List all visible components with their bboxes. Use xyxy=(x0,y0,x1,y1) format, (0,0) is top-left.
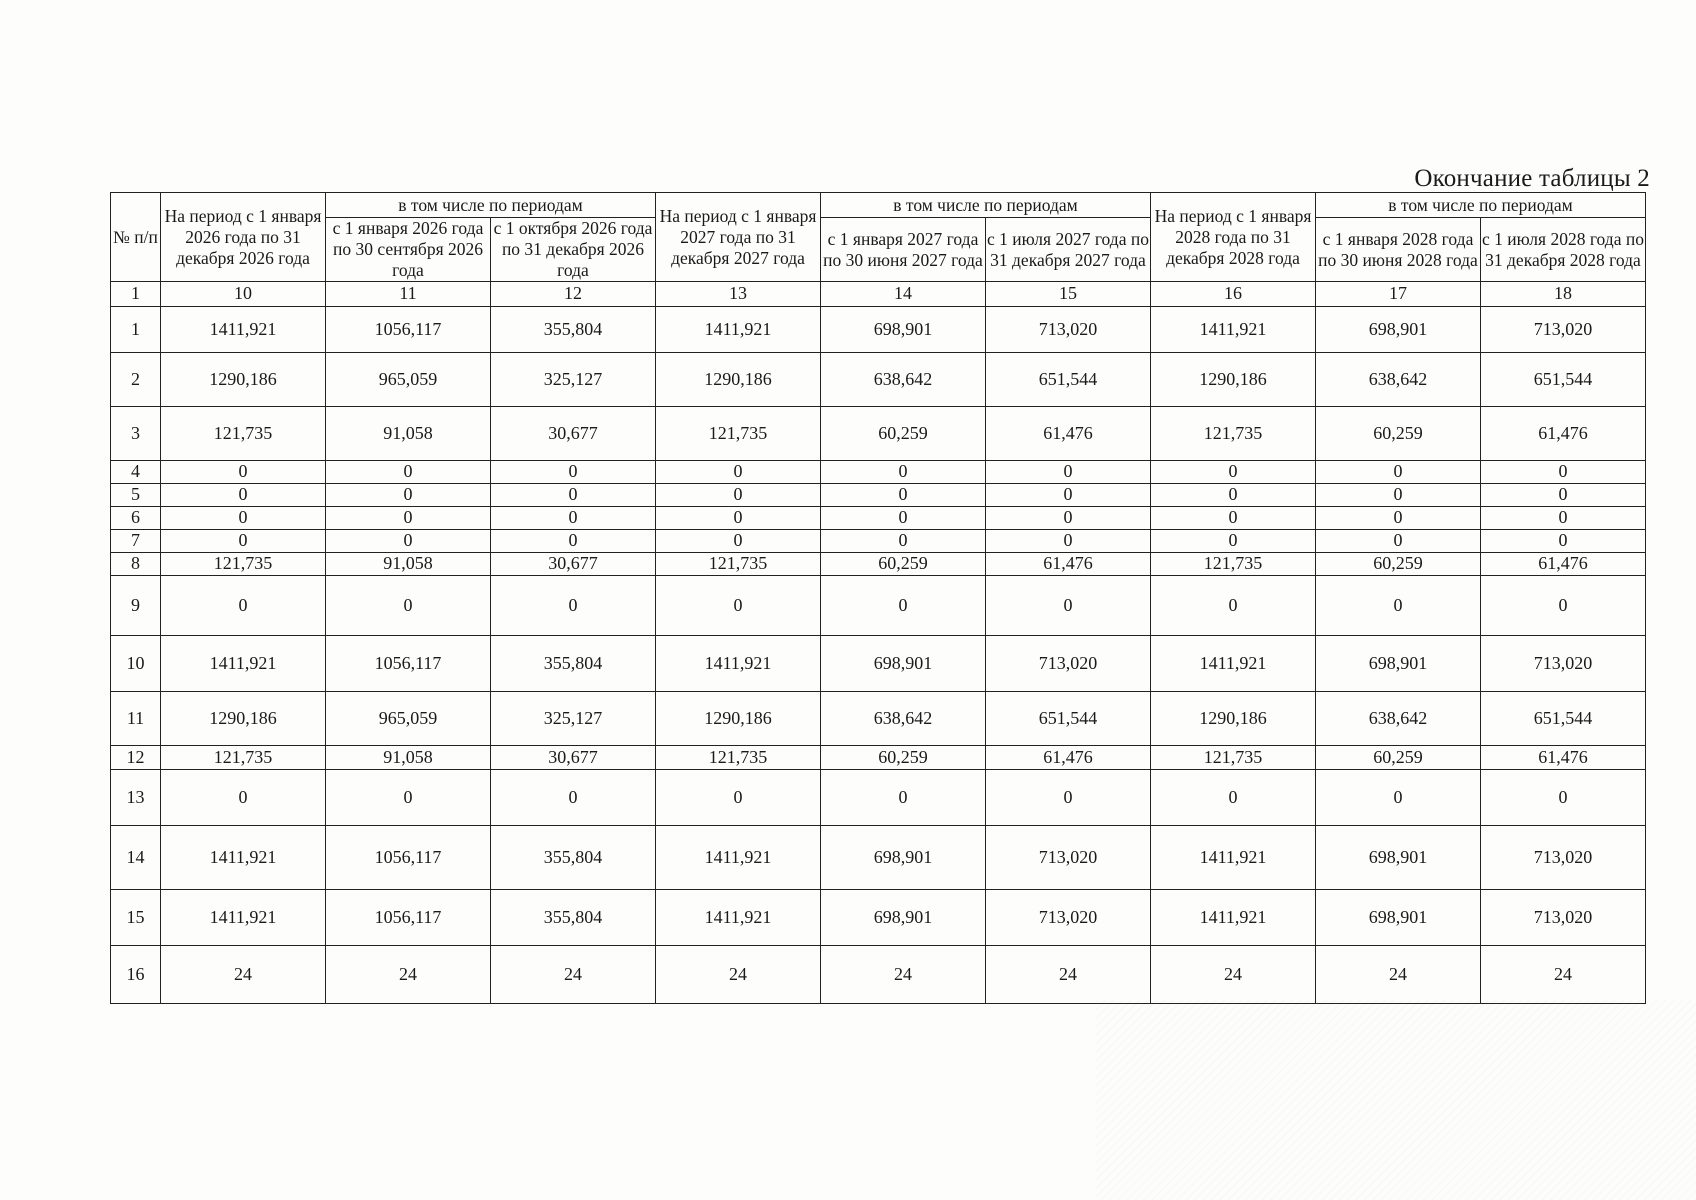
table-body xyxy=(111,307,1646,1004)
header-col17: с 1 января 2028 года по 30 июня 2028 года xyxy=(1316,218,1481,282)
table-cell: 121,735 xyxy=(656,746,821,770)
table-cell: 24 xyxy=(1151,946,1316,1004)
header-col11: с 1 января 2026 года по 30 сентября 2026 года xyxy=(326,218,491,282)
row-number: 3 xyxy=(111,407,161,461)
table-cell: 1411,921 xyxy=(656,826,821,890)
table-cell: 713,020 xyxy=(986,826,1151,890)
row-number: 10 xyxy=(111,636,161,692)
header-col13: На период с 1 января 2027 года по 31 декабря 2027 года xyxy=(656,193,821,282)
table-cell: 30,677 xyxy=(491,746,656,770)
table-cell: 0 xyxy=(161,484,326,507)
table-cell: 638,642 xyxy=(821,353,986,407)
table-row xyxy=(111,636,1646,692)
row-number: 6 xyxy=(111,507,161,530)
table-cell: 0 xyxy=(1481,484,1646,507)
header-col16: На период с 1 января 2028 года по 31 декабря 2028 года xyxy=(1151,193,1316,282)
table-cell: 61,476 xyxy=(1481,407,1646,461)
table-row xyxy=(111,484,1646,507)
table-cell: 121,735 xyxy=(161,746,326,770)
table-cell: 0 xyxy=(821,461,986,484)
data-table xyxy=(110,192,1646,1004)
table-cell: 61,476 xyxy=(986,407,1151,461)
table-cell: 0 xyxy=(326,507,491,530)
table-cell: 0 xyxy=(656,576,821,636)
table-cell: 0 xyxy=(161,770,326,826)
table-cell: 0 xyxy=(326,461,491,484)
table-cell: 965,059 xyxy=(326,353,491,407)
table-cell: 61,476 xyxy=(986,553,1151,576)
table-cell: 1290,186 xyxy=(656,353,821,407)
table-cell: 698,901 xyxy=(1316,826,1481,890)
header-num: № п/п xyxy=(111,193,161,282)
column-number: 14 xyxy=(821,282,986,307)
table-cell: 24 xyxy=(326,946,491,1004)
table-cell: 0 xyxy=(1316,507,1481,530)
table-cell: 698,901 xyxy=(821,636,986,692)
table-cell: 1290,186 xyxy=(656,692,821,746)
row-number: 9 xyxy=(111,576,161,636)
table-row xyxy=(111,946,1646,1004)
table-cell: 0 xyxy=(1151,507,1316,530)
table-cell: 1056,117 xyxy=(326,826,491,890)
row-number: 8 xyxy=(111,553,161,576)
table-cell: 1411,921 xyxy=(161,307,326,353)
table-cell: 325,127 xyxy=(491,692,656,746)
table-cell: 0 xyxy=(656,770,821,826)
table-cell: 24 xyxy=(656,946,821,1004)
column-number: 1 xyxy=(111,282,161,307)
table-cell: 355,804 xyxy=(491,636,656,692)
table-cell: 60,259 xyxy=(1316,407,1481,461)
table-cell: 1411,921 xyxy=(161,826,326,890)
table-cell: 24 xyxy=(1481,946,1646,1004)
table-row xyxy=(111,353,1646,407)
header-group-2028: в том числе по периодам xyxy=(1316,193,1646,218)
table-cell: 0 xyxy=(1151,576,1316,636)
row-number: 11 xyxy=(111,692,161,746)
row-number: 12 xyxy=(111,746,161,770)
table-row xyxy=(111,770,1646,826)
table-cell: 698,901 xyxy=(821,890,986,946)
column-number: 15 xyxy=(986,282,1151,307)
table-cell: 0 xyxy=(986,461,1151,484)
table-cell: 24 xyxy=(1316,946,1481,1004)
table-cell: 965,059 xyxy=(326,692,491,746)
table-cell: 713,020 xyxy=(986,890,1151,946)
table-cell: 60,259 xyxy=(821,746,986,770)
table-cell: 1411,921 xyxy=(1151,307,1316,353)
table-cell: 61,476 xyxy=(1481,746,1646,770)
table-cell: 0 xyxy=(986,484,1151,507)
table-row xyxy=(111,407,1646,461)
header-group-2027: в том числе по периодам xyxy=(821,193,1151,218)
table-cell: 0 xyxy=(161,507,326,530)
table-cell: 1411,921 xyxy=(161,890,326,946)
table-cell: 325,127 xyxy=(491,353,656,407)
table-cell: 651,544 xyxy=(986,692,1151,746)
table-cell: 355,804 xyxy=(491,890,656,946)
table-cell: 0 xyxy=(821,507,986,530)
table-row xyxy=(111,307,1646,353)
table-cell: 1056,117 xyxy=(326,636,491,692)
table-cell: 698,901 xyxy=(821,307,986,353)
table-cell: 121,735 xyxy=(656,553,821,576)
table-cell: 1056,117 xyxy=(326,890,491,946)
table-cell: 0 xyxy=(1481,576,1646,636)
table-cell: 0 xyxy=(1151,530,1316,553)
table-cell: 0 xyxy=(986,576,1151,636)
table-cell: 0 xyxy=(326,530,491,553)
table-cell: 713,020 xyxy=(1481,826,1646,890)
table-cell: 698,901 xyxy=(821,826,986,890)
table-row xyxy=(111,553,1646,576)
table-cell: 61,476 xyxy=(986,746,1151,770)
table-cell: 0 xyxy=(1316,484,1481,507)
table-row xyxy=(111,576,1646,636)
table-cell: 0 xyxy=(491,507,656,530)
header-col18: с 1 июля 2028 года по 31 декабря 2028 года xyxy=(1481,218,1646,282)
table-cell: 0 xyxy=(656,507,821,530)
table-row xyxy=(111,826,1646,890)
table-cell: 24 xyxy=(491,946,656,1004)
table-cell: 0 xyxy=(491,484,656,507)
table-cell: 0 xyxy=(1481,461,1646,484)
table-row xyxy=(111,746,1646,770)
table-cell: 1411,921 xyxy=(656,890,821,946)
table-cell: 355,804 xyxy=(491,826,656,890)
row-number: 14 xyxy=(111,826,161,890)
table-cell: 0 xyxy=(161,461,326,484)
table-cell: 1290,186 xyxy=(1151,353,1316,407)
table-cell: 121,735 xyxy=(1151,746,1316,770)
table-cell: 1411,921 xyxy=(656,636,821,692)
table-cell: 0 xyxy=(656,484,821,507)
table-cell: 1290,186 xyxy=(161,353,326,407)
row-number: 5 xyxy=(111,484,161,507)
table-cell: 0 xyxy=(1316,770,1481,826)
table-cell: 91,058 xyxy=(326,407,491,461)
column-number: 18 xyxy=(1481,282,1646,307)
table-cell: 638,642 xyxy=(821,692,986,746)
table-cell: 24 xyxy=(821,946,986,1004)
table-cell: 0 xyxy=(1316,530,1481,553)
header-group-2026: в том числе по периодам xyxy=(326,193,656,218)
table-cell: 121,735 xyxy=(161,553,326,576)
header-col10: На период с 1 января 2026 года по 31 декабря 2026 года xyxy=(161,193,326,282)
table-cell: 713,020 xyxy=(1481,307,1646,353)
row-number: 16 xyxy=(111,946,161,1004)
table-cell: 0 xyxy=(1316,461,1481,484)
table-cell: 713,020 xyxy=(1481,636,1646,692)
row-number: 2 xyxy=(111,353,161,407)
table-cell: 1411,921 xyxy=(1151,636,1316,692)
column-number-row xyxy=(111,282,1646,307)
table-title: Окончание таблицы 2 xyxy=(1414,165,1650,192)
row-number: 1 xyxy=(111,307,161,353)
table-row xyxy=(111,530,1646,553)
row-number: 7 xyxy=(111,530,161,553)
table-cell: 30,677 xyxy=(491,407,656,461)
table-cell: 0 xyxy=(1481,507,1646,530)
table-row xyxy=(111,692,1646,746)
table-cell: 698,901 xyxy=(1316,307,1481,353)
table-cell: 60,259 xyxy=(1316,746,1481,770)
table-cell: 60,259 xyxy=(1316,553,1481,576)
table-cell: 0 xyxy=(161,530,326,553)
table-cell: 121,735 xyxy=(161,407,326,461)
column-number: 10 xyxy=(161,282,326,307)
table-cell: 1411,921 xyxy=(161,636,326,692)
table-cell: 713,020 xyxy=(986,307,1151,353)
table-cell: 651,544 xyxy=(1481,353,1646,407)
row-number: 15 xyxy=(111,890,161,946)
table-row xyxy=(111,890,1646,946)
column-number: 13 xyxy=(656,282,821,307)
column-number: 11 xyxy=(326,282,491,307)
table-cell: 0 xyxy=(491,530,656,553)
table-cell: 1056,117 xyxy=(326,307,491,353)
table-cell: 0 xyxy=(326,576,491,636)
table-cell: 1411,921 xyxy=(1151,826,1316,890)
header-col12: с 1 октября 2026 года по 31 декабря 2026 года xyxy=(491,218,656,282)
table-cell: 0 xyxy=(1151,484,1316,507)
table-cell: 0 xyxy=(491,770,656,826)
table-cell: 1290,186 xyxy=(161,692,326,746)
table-cell: 0 xyxy=(1316,576,1481,636)
table-cell: 0 xyxy=(821,576,986,636)
table-cell: 60,259 xyxy=(821,553,986,576)
table-cell: 651,544 xyxy=(1481,692,1646,746)
header-col15: с 1 июля 2027 года по 31 декабря 2027 года xyxy=(986,218,1151,282)
table-cell: 651,544 xyxy=(986,353,1151,407)
table-cell: 121,735 xyxy=(1151,553,1316,576)
table-cell: 1411,921 xyxy=(1151,890,1316,946)
table-cell: 121,735 xyxy=(1151,407,1316,461)
table-cell: 0 xyxy=(1481,530,1646,553)
table-cell: 0 xyxy=(1481,770,1646,826)
table-cell: 638,642 xyxy=(1316,353,1481,407)
row-number: 4 xyxy=(111,461,161,484)
table-cell: 698,901 xyxy=(1316,636,1481,692)
table-cell: 30,677 xyxy=(491,553,656,576)
table-cell: 638,642 xyxy=(1316,692,1481,746)
header-col14: с 1 января 2027 года по 30 июня 2027 года xyxy=(821,218,986,282)
table-cell: 0 xyxy=(986,770,1151,826)
table-cell: 121,735 xyxy=(656,407,821,461)
table-cell: 0 xyxy=(1151,770,1316,826)
table-cell: 24 xyxy=(986,946,1151,1004)
table-row xyxy=(111,507,1646,530)
column-number: 12 xyxy=(491,282,656,307)
table-cell: 713,020 xyxy=(1481,890,1646,946)
column-number: 16 xyxy=(1151,282,1316,307)
table-cell: 0 xyxy=(821,484,986,507)
table-cell: 0 xyxy=(161,576,326,636)
table-cell: 0 xyxy=(656,530,821,553)
table-cell: 0 xyxy=(326,484,491,507)
row-number: 13 xyxy=(111,770,161,826)
table-cell: 61,476 xyxy=(1481,553,1646,576)
table-cell: 60,259 xyxy=(821,407,986,461)
table-cell: 1411,921 xyxy=(656,307,821,353)
table-cell: 0 xyxy=(821,770,986,826)
table-cell: 0 xyxy=(986,530,1151,553)
table-cell: 0 xyxy=(491,461,656,484)
column-number: 17 xyxy=(1316,282,1481,307)
table-row xyxy=(111,461,1646,484)
table-cell: 91,058 xyxy=(326,746,491,770)
table-cell: 698,901 xyxy=(1316,890,1481,946)
table-cell: 713,020 xyxy=(986,636,1151,692)
table-cell: 0 xyxy=(986,507,1151,530)
table-cell: 1290,186 xyxy=(1151,692,1316,746)
scan-noise xyxy=(1096,1000,1696,1200)
table-cell: 0 xyxy=(491,576,656,636)
table-cell: 24 xyxy=(161,946,326,1004)
table-cell: 355,804 xyxy=(491,307,656,353)
table-cell: 0 xyxy=(821,530,986,553)
table-cell: 0 xyxy=(656,461,821,484)
table-cell: 0 xyxy=(1151,461,1316,484)
table-cell: 91,058 xyxy=(326,553,491,576)
table-cell: 0 xyxy=(326,770,491,826)
